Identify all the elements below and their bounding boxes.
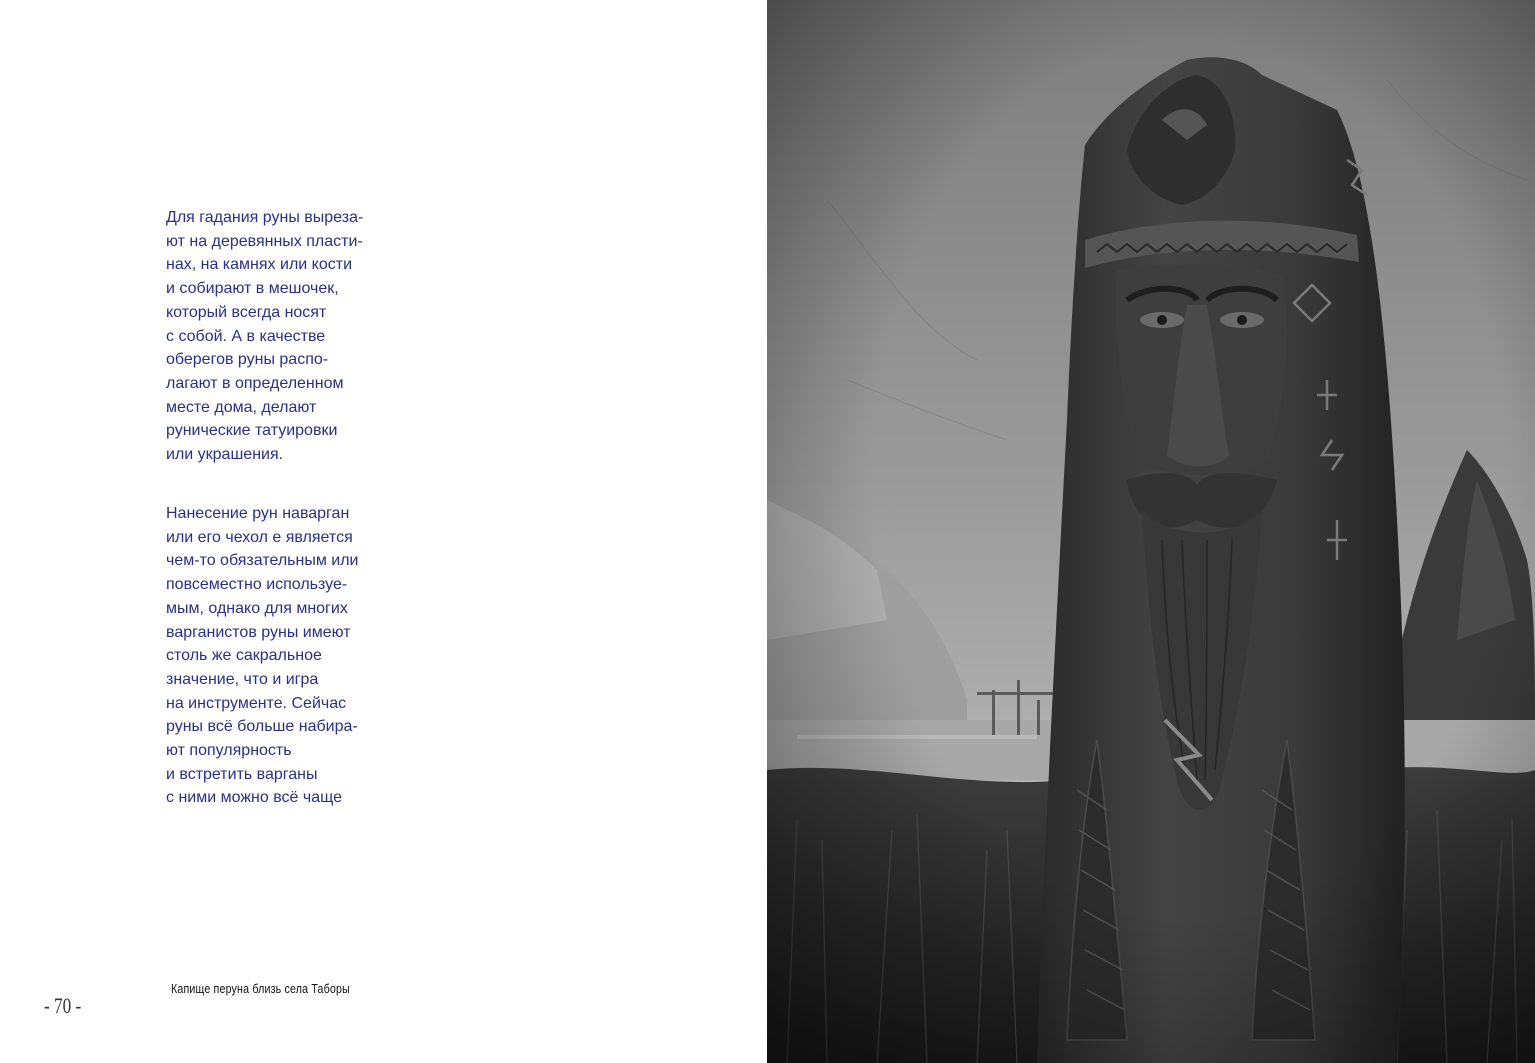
text-line: рунические татуировки [166, 422, 338, 440]
text-line: и собирают в мешочек, [166, 280, 339, 298]
page-number: - 70 - [44, 993, 82, 1018]
text-line: значение, что и игра [166, 670, 319, 688]
text-line: чем-то обязательным или [166, 552, 359, 570]
carved-wooden-idol-photo [767, 0, 1535, 1063]
text-line: руны всё больше набира- [166, 718, 358, 736]
text-line: лагают в определенном [166, 374, 344, 392]
text-line: варганистов руны имеют [166, 623, 351, 641]
text-line: с ними можно всё чаще [166, 789, 342, 807]
text-line: ют на деревянных пласти- [166, 232, 363, 250]
text-line: нах, на камнях или кости [166, 256, 352, 274]
text-line: который всегда носят [166, 303, 327, 321]
text-line: Нанесение рун наварган [166, 505, 350, 522]
text-line: или его чехол е является [166, 528, 353, 546]
paragraph-runes-on-vargan [166, 502, 396, 810]
paragraph-runes-divination [166, 206, 396, 467]
text-line: оберегов руны распо- [166, 351, 329, 369]
text-line: Для гадания руны выреза- [166, 209, 364, 226]
text-line: столь же сакральное [166, 647, 322, 665]
photo-caption: Капище перуна близь села Таборы [171, 981, 350, 996]
text-line: повсеместно используе- [166, 576, 348, 594]
text-line: ют популярность [166, 742, 292, 760]
text-line: или украшения. [166, 446, 284, 464]
text-line: на инструменте. Сейчас [166, 694, 347, 712]
left-page [0, 0, 767, 1063]
right-page-photo [767, 0, 1535, 1063]
text-line: мым, однако для многих [166, 599, 348, 617]
text-line: месте дома, делают [166, 398, 317, 416]
text-line: и встретить варганы [166, 765, 318, 783]
text-line: с собой. А в качестве [166, 327, 326, 345]
